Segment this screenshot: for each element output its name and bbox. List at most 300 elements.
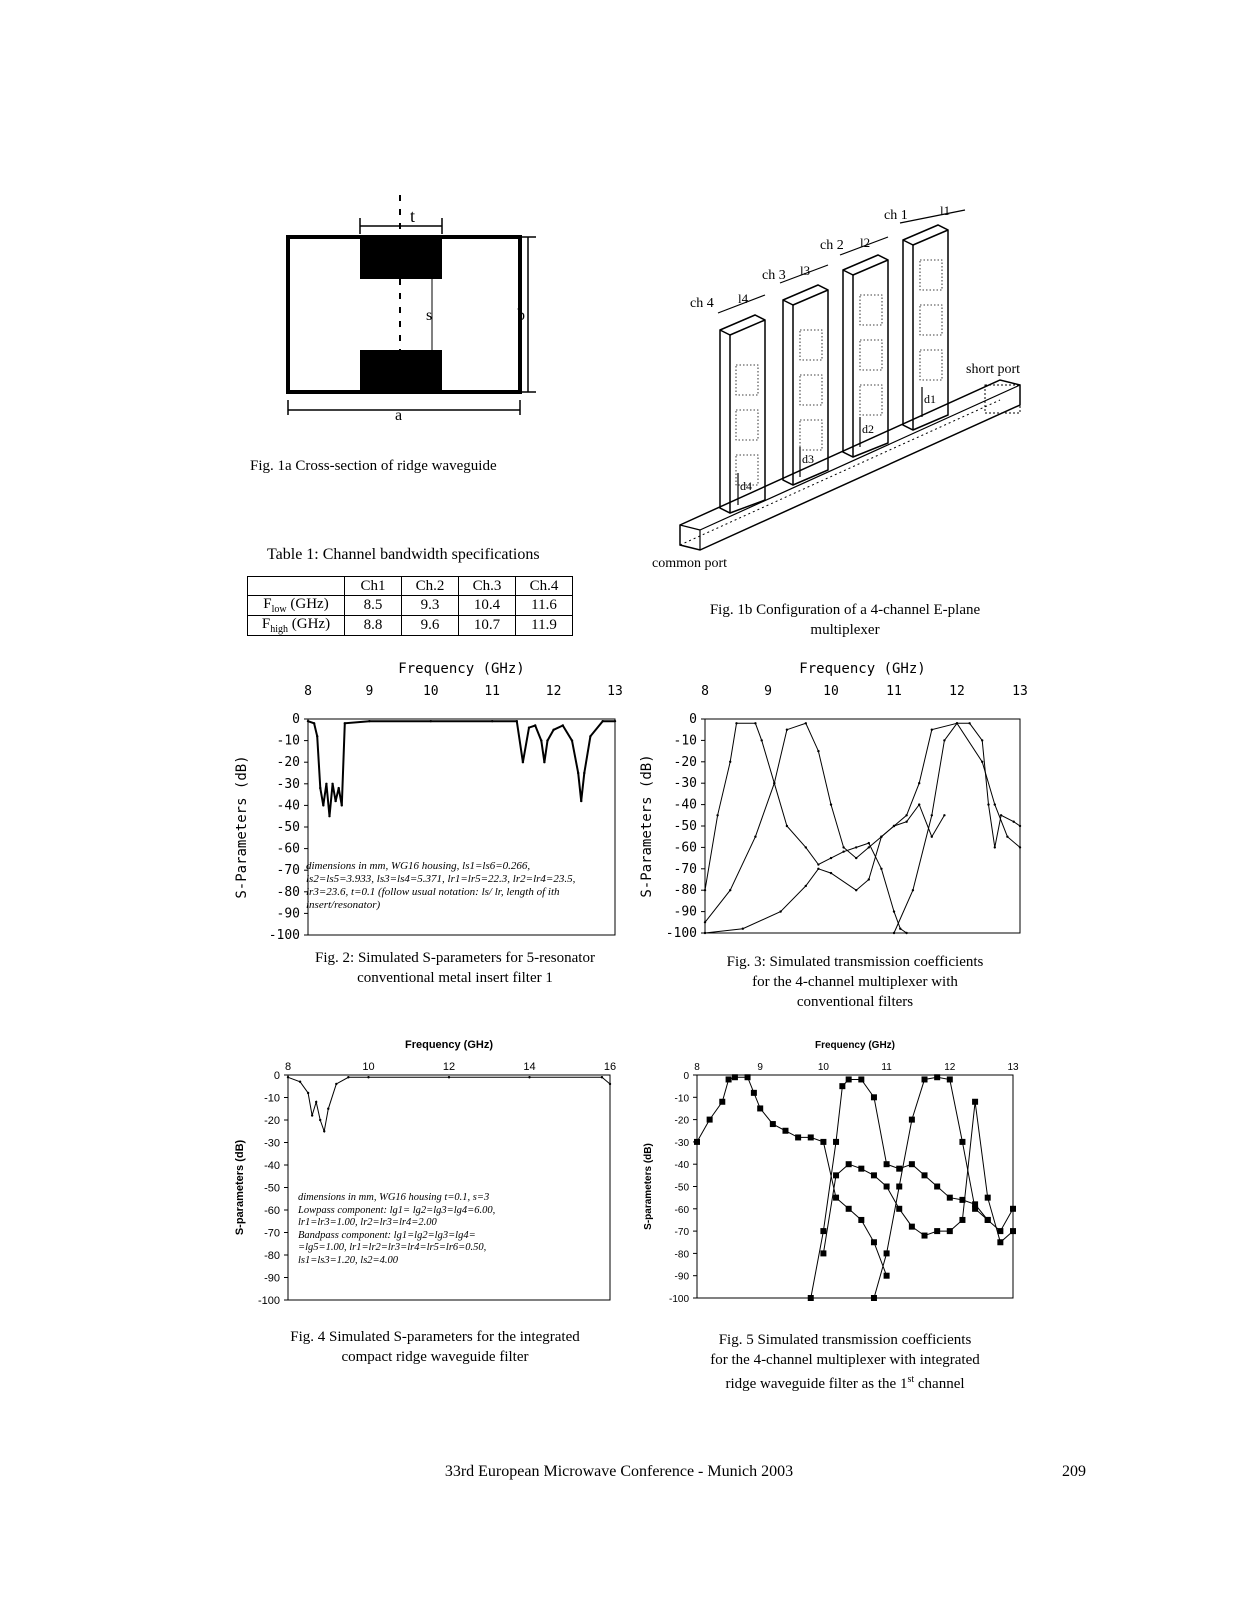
data-point	[994, 803, 996, 805]
y-tick-label: -20	[674, 1115, 689, 1127]
y-tick-label: -50	[674, 1182, 689, 1194]
data-point	[846, 1161, 852, 1167]
fig4-annotation	[298, 1192, 495, 1267]
series-line	[823, 1102, 1013, 1254]
data-point	[959, 1217, 965, 1223]
data-point	[729, 889, 731, 891]
x-tick-label: 12	[545, 684, 562, 699]
data-point	[325, 783, 327, 785]
data-point	[880, 836, 882, 838]
x-tick-label: 10	[823, 684, 839, 699]
y-tick-label: -100	[668, 1294, 689, 1305]
y-tick-label: -60	[276, 841, 300, 857]
fig5-caption-text: ridge waveguide filter as the 1	[725, 1376, 908, 1392]
series-line	[288, 1077, 610, 1131]
x-tick-label: 9	[764, 684, 772, 699]
table-cell: 10.7	[459, 616, 516, 636]
data-point	[968, 722, 970, 724]
data-point	[893, 910, 895, 912]
x-axis-title: Frequency (GHz)	[799, 661, 926, 677]
data-point	[817, 868, 819, 870]
data-point	[884, 1250, 890, 1256]
fig4-caption-line: compact ridge waveguide filter	[341, 1349, 529, 1365]
data-point	[287, 1076, 289, 1078]
data-point	[981, 761, 983, 763]
data-point	[972, 1099, 978, 1105]
data-point	[909, 1161, 915, 1167]
fig1b-ch3: ch 3	[762, 268, 786, 283]
row-label-unit: (GHz)	[288, 616, 331, 632]
data-point	[745, 1074, 751, 1080]
fig1b-caption-line2: multiplexer	[810, 622, 880, 638]
fig1b-l3: l3	[800, 263, 811, 278]
data-point	[341, 804, 343, 806]
row-label-sub: low	[271, 604, 287, 615]
data-point	[868, 842, 870, 844]
row-label-main: F	[263, 596, 272, 612]
fig1b-common-port: common port	[652, 556, 728, 571]
fig2-caption	[280, 948, 630, 988]
data-point	[943, 814, 945, 816]
data-point	[855, 889, 857, 891]
x-tick-label: 14	[523, 1061, 536, 1073]
data-point	[786, 825, 788, 827]
data-point	[543, 761, 545, 763]
y-tick-label: -20	[276, 755, 300, 771]
data-point	[782, 1128, 788, 1134]
data-point	[338, 787, 340, 789]
fig5-caption-line: Fig. 5 Simulated transmission coefficients	[718, 1332, 972, 1348]
fig1a-diagram	[270, 190, 540, 424]
data-point	[817, 863, 819, 865]
table-header-cell: Ch.2	[402, 577, 459, 596]
data-point	[839, 1083, 845, 1089]
data-point	[947, 1195, 953, 1201]
y-tick-label: -30	[264, 1137, 280, 1150]
data-point	[571, 739, 573, 741]
data-point	[795, 1134, 801, 1140]
y-tick-label: -70	[674, 1227, 689, 1239]
data-point	[609, 1083, 611, 1085]
data-point	[540, 739, 542, 741]
x-axis-title: Frequency (GHz)	[814, 1040, 896, 1051]
table1	[247, 576, 573, 636]
data-point	[307, 1092, 309, 1094]
row-label-unit: (GHz)	[286, 596, 329, 612]
data-point	[307, 720, 309, 722]
data-point	[347, 1076, 349, 1078]
fig1a-label-s: s	[426, 307, 433, 324]
series-line	[697, 1077, 887, 1276]
data-point	[846, 1076, 852, 1082]
data-point	[334, 800, 336, 802]
table-row-label	[248, 616, 345, 636]
x-tick-label: 9	[757, 1062, 763, 1073]
data-point	[905, 821, 907, 823]
fig2-annotation-line: ls2=ls5=3.933, ls3=ls4=5.371, lr1=lr5=22.3, lr2=lr4=23.5,	[306, 873, 576, 885]
data-point	[905, 814, 907, 816]
data-point	[368, 720, 370, 722]
data-point	[833, 1195, 839, 1201]
data-point	[994, 846, 996, 848]
data-point	[931, 729, 933, 731]
data-point	[909, 1117, 915, 1123]
y-tick-label: -70	[276, 863, 300, 879]
y-tick-label: -90	[276, 906, 300, 922]
fig1b-ch4: ch 4	[690, 296, 714, 311]
data-point	[918, 782, 920, 784]
fig4-annotation-line: =lg5=1.00, lr1=lr2=lr3=lr4=lr5=lr6=0.50,	[298, 1242, 487, 1253]
table-row-label	[248, 596, 345, 616]
data-point	[956, 722, 958, 724]
data-point	[528, 726, 530, 728]
y-tick-label: -80	[673, 883, 697, 899]
fig4-annotation-line: dimensions in mm, WG16 housing t=0.1, s=3	[298, 1192, 490, 1203]
table1-title: Table 1: Channel bandwidth specifications	[267, 546, 540, 563]
fig2-caption-line: Fig. 2: Simulated S-parameters for 5-resonator	[315, 950, 595, 966]
fig1b-l1: l1	[940, 203, 951, 218]
data-point	[830, 857, 832, 859]
y-tick-label: -70	[264, 1227, 280, 1240]
data-point	[1019, 825, 1021, 827]
y-axis-title: S-Parameters (dB)	[639, 754, 655, 898]
row-label-sub: high	[270, 624, 289, 635]
x-tick-label: 10	[362, 1061, 375, 1073]
data-point	[331, 783, 333, 785]
x-tick-label: 8	[694, 1062, 700, 1073]
fig1a-label-a: a	[395, 407, 403, 424]
data-point	[808, 1134, 814, 1140]
y-tick-label: -100	[665, 926, 697, 941]
table-header-row	[248, 577, 573, 596]
data-point	[922, 1233, 928, 1239]
x-tick-label: 16	[603, 1061, 617, 1073]
data-point	[987, 803, 989, 805]
data-point	[335, 1083, 337, 1085]
fig4-annotation-line: ls1=ls3=1.20, ls2=4.00	[298, 1254, 399, 1266]
data-point	[820, 1250, 826, 1256]
data-point	[893, 932, 895, 934]
data-point	[896, 1206, 902, 1212]
fig5-caption-text: channel	[914, 1376, 965, 1392]
x-tick-label: 13	[1007, 1062, 1019, 1073]
fig2-annotation-line: insert/resonator)	[306, 899, 381, 911]
data-point	[754, 836, 756, 838]
footer-page-number: 209	[1062, 1463, 1086, 1480]
y-tick-label: -100	[257, 1295, 280, 1307]
data-point	[943, 739, 945, 741]
fig1b-ch1: ch 1	[884, 208, 908, 223]
fig2-annotation-line: lr3=23.6, t=0.1 (follow usual notation: ls/ lr, length of ith	[306, 886, 560, 898]
y-tick-label: -10	[264, 1092, 280, 1105]
series-line	[705, 723, 1020, 933]
data-point	[830, 872, 832, 874]
data-point	[528, 1076, 530, 1078]
x-tick-label: 8	[304, 684, 312, 699]
fig1b-d4: d4	[740, 479, 752, 493]
data-point	[1006, 836, 1008, 838]
data-point	[1010, 1228, 1016, 1234]
data-point	[719, 1099, 725, 1105]
table-cell: 11.6	[516, 596, 573, 616]
y-tick-label: -60	[264, 1205, 280, 1217]
y-tick-label: -90	[264, 1272, 280, 1285]
fig5-caption	[665, 1330, 1025, 1394]
fig1b-caption	[660, 600, 1030, 640]
data-point	[899, 928, 901, 930]
x-tick-label: 12	[949, 684, 965, 699]
data-point	[934, 1184, 940, 1190]
x-tick-label: 12	[442, 1061, 456, 1073]
data-point	[820, 1228, 826, 1234]
data-point	[871, 1172, 877, 1178]
fig5-caption-line	[665, 1370, 1025, 1394]
fig2-annotation-line: dimensions in mm, WG16 housing, ls1=ls6=0.266,	[306, 860, 531, 872]
data-point	[704, 889, 706, 891]
x-tick-label: 13	[1012, 684, 1028, 699]
data-point	[922, 1172, 928, 1178]
data-point	[773, 782, 775, 784]
y-tick-label: -50	[264, 1182, 280, 1195]
y-tick-label: -20	[264, 1115, 280, 1127]
data-point	[516, 720, 518, 722]
fig1b-d1: d1	[924, 392, 936, 406]
data-point	[761, 739, 763, 741]
data-point	[491, 720, 493, 722]
y-axis-title: S-parameters (dB)	[643, 1143, 654, 1230]
y-tick-label: 0	[689, 712, 697, 727]
data-point	[716, 814, 718, 816]
data-point	[602, 720, 604, 722]
y-tick-label: -40	[673, 797, 697, 813]
y-tick-label: -90	[673, 904, 697, 920]
data-point	[546, 739, 548, 741]
y-tick-label: -20	[673, 754, 697, 770]
data-point	[842, 850, 844, 852]
data-point	[1013, 821, 1015, 823]
data-point	[344, 722, 346, 724]
data-point	[855, 857, 857, 859]
data-point	[833, 1172, 839, 1178]
y-tick-label: -100	[268, 928, 300, 943]
y-tick-label: -50	[673, 819, 697, 834]
data-point	[754, 722, 756, 724]
data-point	[313, 722, 315, 724]
data-point	[972, 1206, 978, 1212]
data-point	[757, 1105, 763, 1111]
data-point	[871, 1239, 877, 1245]
data-point	[959, 1139, 965, 1145]
y-tick-label: -40	[674, 1160, 689, 1172]
data-point	[805, 885, 807, 887]
data-point	[704, 932, 706, 934]
series-line	[705, 723, 944, 922]
fig4-caption-line: Fig. 4 Simulated S-parameters for the integrated	[290, 1329, 580, 1345]
fig3-chart	[635, 655, 1035, 947]
y-tick-label: -10	[276, 733, 300, 749]
y-tick-label: -60	[674, 1204, 689, 1216]
fig1b-diagram	[650, 195, 1040, 580]
y-tick-label: -80	[276, 884, 300, 900]
table-header-cell: Ch.3	[459, 577, 516, 596]
series-line	[894, 723, 1020, 933]
data-point	[751, 1090, 757, 1096]
data-point	[855, 846, 857, 848]
data-point	[896, 1166, 902, 1172]
table-header-cell: Ch1	[345, 577, 402, 596]
data-point	[830, 803, 832, 805]
fig5-chart	[635, 1030, 1035, 1310]
data-point	[367, 1076, 369, 1078]
row-label-main: F	[261, 616, 271, 632]
y-tick-label: -10	[674, 1093, 689, 1105]
y-tick-label: -80	[264, 1250, 280, 1262]
data-point	[583, 772, 585, 774]
plot-frame	[705, 719, 1020, 933]
fig3-caption-line: Fig. 3: Simulated transmission coefficients	[726, 954, 984, 970]
data-point	[770, 1121, 776, 1127]
fig4-caption	[250, 1327, 620, 1367]
data-point	[779, 910, 781, 912]
y-tick-label: -30	[673, 776, 697, 792]
data-point	[707, 1117, 713, 1123]
data-point	[981, 739, 983, 741]
data-point	[448, 1076, 450, 1078]
data-point	[614, 720, 616, 722]
data-point	[552, 729, 554, 731]
data-point	[589, 735, 591, 737]
fig2-caption-line: conventional metal insert filter 1	[357, 970, 553, 986]
data-point	[871, 1295, 877, 1301]
data-point	[319, 787, 321, 789]
y-tick-label: 0	[292, 712, 300, 727]
series-line	[308, 721, 615, 816]
fig4-chart	[225, 1030, 625, 1310]
table-cell: 9.6	[402, 616, 459, 636]
table-header-cell	[248, 577, 345, 596]
fig3-caption	[690, 952, 1020, 1012]
fig4-annotation-line: Lowpass component: lg1= lg2=lg3=lg4=6.00,	[298, 1204, 496, 1216]
data-point	[858, 1076, 864, 1082]
data-point	[871, 1094, 877, 1100]
data-point	[858, 1166, 864, 1172]
data-point	[694, 1139, 700, 1145]
data-point	[868, 846, 870, 848]
data-point	[732, 1074, 738, 1080]
data-point	[880, 868, 882, 870]
data-point	[934, 1228, 940, 1234]
data-point	[808, 1295, 814, 1301]
table-cell: 8.8	[345, 616, 402, 636]
y-tick-label: 0	[683, 1071, 689, 1082]
y-tick-label: -40	[276, 798, 300, 814]
data-point	[884, 1161, 890, 1167]
data-point	[997, 1239, 1003, 1245]
data-point	[947, 1228, 953, 1234]
data-point	[985, 1195, 991, 1201]
y-tick-label: -10	[673, 733, 697, 749]
fig5-caption-line: for the 4-channel multiplexer with integrated	[710, 1352, 980, 1368]
data-point	[327, 1108, 329, 1110]
x-tick-label: 11	[881, 1062, 892, 1073]
fig1a-label-b: b	[517, 307, 525, 324]
data-point	[1019, 846, 1021, 848]
data-point	[868, 878, 870, 880]
y-tick-label: -40	[264, 1160, 280, 1172]
data-point	[601, 1076, 603, 1078]
fig1b-l2: l2	[860, 235, 871, 250]
data-point	[820, 1139, 826, 1145]
y-axis-title: S-Parameters (dB)	[234, 755, 250, 899]
x-axis-title: Frequency (GHz)	[398, 661, 525, 677]
fig5-caption-sup: st	[907, 1374, 915, 1385]
x-tick-label: 10	[422, 684, 439, 699]
data-point	[562, 724, 564, 726]
fig4-annotation-line: lr1=lr3=1.00, lr2=lr3=lr4=2.00	[298, 1217, 437, 1228]
x-tick-label: 13	[607, 684, 623, 699]
data-point	[742, 928, 744, 930]
x-tick-label: 12	[944, 1062, 956, 1073]
y-tick-label: -50	[276, 820, 300, 835]
data-point	[934, 1074, 940, 1080]
table-header-cell: Ch.4	[516, 577, 573, 596]
data-point	[918, 803, 920, 805]
x-tick-label: 11	[484, 684, 501, 699]
y-tick-label: -30	[276, 776, 300, 792]
fig1a-label-t: t	[410, 206, 416, 226]
data-point	[931, 814, 933, 816]
data-point	[534, 724, 536, 726]
fig1b-d3: d3	[802, 452, 814, 466]
data-point	[858, 1217, 864, 1223]
data-point	[833, 1139, 839, 1145]
data-point	[817, 750, 819, 752]
y-tick-label: -80	[674, 1249, 689, 1261]
table-cell: 8.5	[345, 596, 402, 616]
data-point	[909, 1224, 915, 1230]
data-point	[805, 846, 807, 848]
data-point	[912, 889, 914, 891]
data-point	[319, 1119, 321, 1121]
series-line	[705, 723, 907, 933]
fig2-annotation	[306, 860, 575, 912]
data-point	[316, 735, 318, 737]
series-line	[874, 1077, 1013, 1298]
fig3-caption-line: for the 4-channel multiplexer with	[752, 974, 958, 990]
data-point	[577, 772, 579, 774]
data-point	[846, 1206, 852, 1212]
y-tick-label: -70	[673, 861, 697, 877]
data-point	[1010, 1206, 1016, 1212]
data-point	[704, 921, 706, 923]
footer-conference: 33rd European Microwave Conference - Munich 2003	[444, 1463, 794, 1480]
data-point	[884, 1273, 890, 1279]
fig4-annotation-line: Bandpass component: lg1=lg2=lg3=lg4=	[298, 1229, 476, 1241]
data-point	[893, 825, 895, 827]
data-point	[1000, 814, 1002, 816]
data-point	[729, 761, 731, 763]
x-tick-label: 8	[284, 1061, 292, 1073]
data-point	[328, 815, 330, 817]
fig1b-short-port: short port	[966, 362, 1021, 377]
data-point	[931, 836, 933, 838]
data-point	[805, 722, 807, 724]
data-point	[786, 729, 788, 731]
y-tick-label: -90	[674, 1271, 689, 1283]
x-tick-label: 11	[886, 684, 902, 699]
x-tick-label: 9	[365, 684, 374, 699]
x-tick-label: 8	[701, 684, 709, 699]
